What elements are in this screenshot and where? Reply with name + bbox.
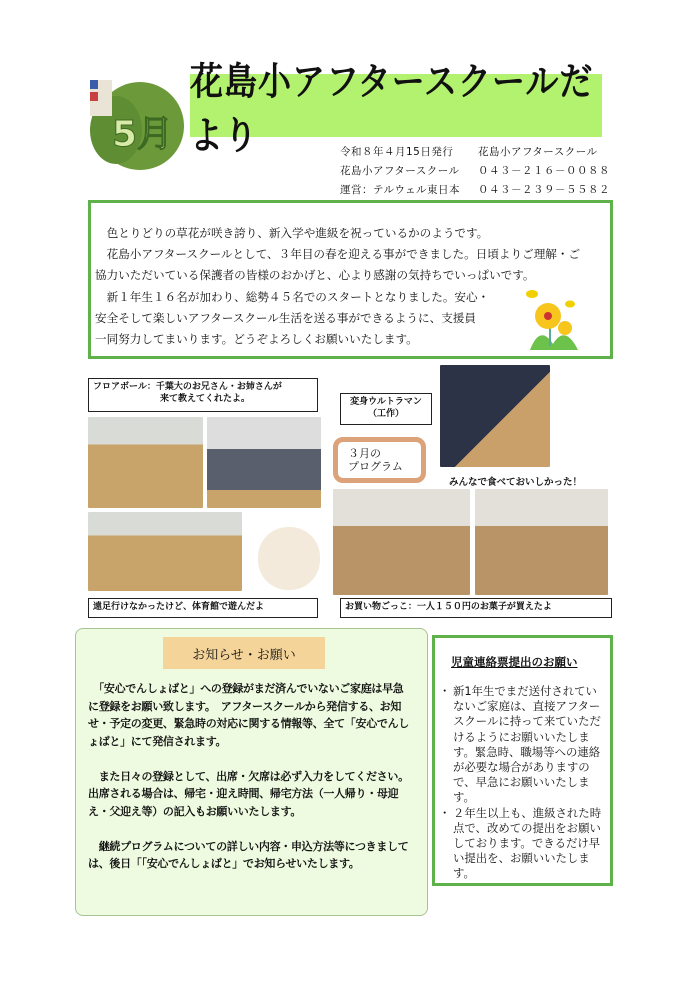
phone-row-school [340,163,610,178]
snack-text: みんなで食べておいしかった！ [449,477,583,488]
gym-photo [88,512,242,591]
dandelion-illustration [520,284,586,352]
caption-line: （工作） [367,409,404,419]
gym-caption: 遠足行けなかったけど、体育館で遊んだよ [88,598,318,618]
month-logo [86,74,186,172]
craft-photo [440,365,550,467]
intro-line: 新１年生１６名が加わり、総勢４５名でのスタートとなりました。安心・ [95,289,490,304]
publisher: 花島小アフタースクール [478,146,598,158]
shopping-caption: お買い物ごっこ：一人１５０円のお菓子が買えたよ [340,598,612,618]
contact-form-title: 児童連絡票提出のお願い [451,655,578,669]
caption-line: 来て教えてくれたよ。 [160,394,251,404]
phone-number: ０４３－２１６－００８８ [478,165,610,177]
kids-playing-illustration [258,527,320,590]
ultraman-caption [340,393,432,425]
issue-date: 令和８年４月15日発行 [340,146,454,158]
floorball-caption [88,378,318,412]
program-label [333,437,426,483]
shopping-photo [333,489,470,595]
notice-title: お知らせ・お願い [163,637,325,669]
month-text: 5月 [112,114,174,155]
contact-name: 花島小アフタースクール [340,165,460,177]
group-photo [207,417,321,508]
intro-line: 安全そして楽しいアフタースクール生活を送る事ができるように、支援員 [95,310,476,325]
eating-photo [475,489,608,595]
contact-name: 運営：テルウェル東日本 [340,184,461,196]
phone-row-operator [340,182,610,197]
notice-paragraph: 「安心でんしょばと」への登録がまだ済んでいないご家庭は早急に登録をお願い致します。 アフタースクールから発信する、お知せ・予定の変更、緊急時の対応に関する情報等、全て「安心でんしょばと」にて発信されます。 [88,682,409,748]
program-label-line: ３月の [348,447,381,460]
page-title: 花島小アフタースクールだより [190,58,594,158]
intro-line: 花島小アフタースクールとして、３年目の春を迎える事ができました。日頃よりご理解・ご [95,247,581,262]
intro-line: 一同努力してまいります。どうぞよろしくお願いいたします。 [95,332,418,347]
floorball-photo [88,417,203,508]
program-label-line: プログラム [348,460,403,473]
caption-line: フロアボール：千葉大のお兄さん・お姉さんが [93,382,282,392]
intro-line: 協力いただいている保護者の皆様のおかげと、心より感謝の気持ちでいっぱいです。 [95,268,535,283]
intro-line: 色とりどりの草花が咲き誇り、新入学や進級を祝っているかのようです。 [95,226,489,240]
notice-paragraph: 継続プログラムについての詳しい内容・申込方法等につきましては、後日「「安心でんしょばと」でお知らせいたします。 [88,839,409,870]
phone-number: ０４３－２３９－５５８２ [478,184,610,196]
contact-form-box [432,635,613,886]
notice-body [88,680,414,890]
contact-form-item: ・ ２年生以上も、進級された時点で、改めての提出をお願いしております。できるだけ早い提出を、お願いいたします。 [439,806,602,882]
issue-info-row [340,144,598,159]
contact-form-item: ・ 新1年生でまだ送付されていないご家庭は、直接アフタースクールに持って来ていただけるようにお願いいたします。緊急時、職場等への連絡が必要な場合がありますので、早急にお願いいたします。 [439,684,602,806]
caption-line: 変身ウルトラマン [350,397,422,407]
notice-paragraph: また日々の登録として、出席・欠席は必ず入力をしてください。出席される場合は、帰宅・迎え時間、帰宅方法（一人帰り・母迎え・父迎え等）の記入もお願いいたします。 [88,769,409,818]
